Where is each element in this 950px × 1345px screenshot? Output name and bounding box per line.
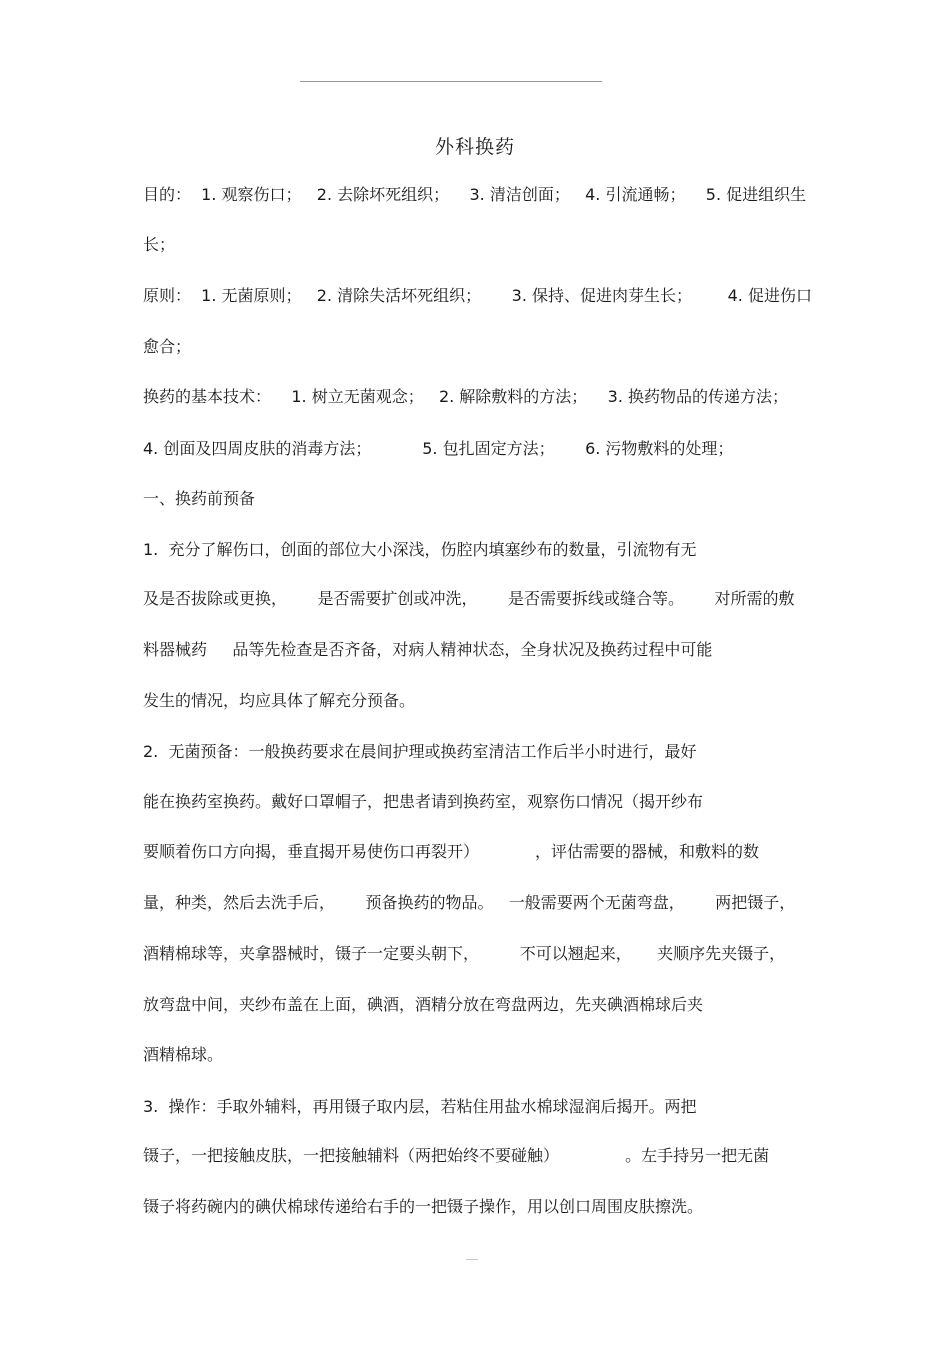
- paragraph-line: 愈合；: [143, 337, 192, 356]
- section-heading: 一、换药前预备: [143, 489, 256, 508]
- paragraph-line: 1. 充分了解伤口，创面的部位大小深浅，伤腔内填塞纱布的数量，引流物有无: [143, 540, 697, 559]
- footer-mark: [466, 1259, 478, 1260]
- paragraph-line: 能在换药室换药。戴好口罩帽子，把患者请到换药室，观察伤口情况（揭开纱布: [143, 792, 704, 811]
- paragraph-line: 酒精棉球等，夹拿器械时，镊子一定要头朝下， 不可以翘起来， 夹顺序先夹镊子，: [143, 944, 786, 963]
- paragraph-line: 量，种类，然后去洗手后， 预备换药的物品。 一般需要两个无菌弯盘， 两把镊子，: [143, 893, 796, 912]
- paragraph-line: 酒精棉球。: [143, 1045, 224, 1064]
- paragraph-line: 要顺着伤口方向揭，垂直揭开易使伤口再裂开） ，评估需要的器械，和敷料的数: [143, 842, 759, 861]
- paragraph-line: 2. 无菌预备：一般换药要求在晨间护理或换药室清洁工作后半小时进行，最好: [143, 742, 697, 761]
- paragraph-line: 3. 操作：手取外辅料，再用镊子取内层，若粘住用盐水棉球湿润后揭开。两把: [143, 1097, 697, 1116]
- paragraph-line: 镊子将药碗内的碘伏棉球传递给右手的一把镊子操作，用以创口周围皮肤擦洗。: [143, 1197, 704, 1216]
- paragraph-line: 原则： 1. 无菌原则； 2. 清除失活坏死组织； 3. 保持、促进肉芽生长； 4. 促进伤口: [143, 286, 812, 305]
- header-rule: [300, 81, 602, 82]
- paragraph-line: 料器械药 品等先检查是否齐备，对病人精神状态，全身状况及换药过程中可能: [143, 640, 713, 659]
- paragraph-line: 换药的基本技术： 1. 树立无菌观念； 2. 解除敷料的方法； 3. 换药物品的传递方法；: [143, 387, 789, 406]
- paragraph-line: 目的： 1. 观察伤口； 2. 去除坏死组织； 3. 清洁创面； 4. 引流通畅； 5. 促进组织生: [143, 185, 807, 204]
- paragraph-line: 镊子，一把接触皮肤，一把接触辅料（两把始终不要碰触） 。左手持另一把无菌: [143, 1146, 770, 1165]
- paragraph-line: 发生的情况，均应具体了解充分预备。: [143, 691, 416, 710]
- paragraph-line: 4. 创面及四周皮肤的消毒方法； 5. 包扎固定方法； 6. 污物敷料的处理；: [143, 439, 734, 458]
- paragraph-line: 放弯盘中间，夹纱布盖在上面，碘酒，酒精分放在弯盘两边，先夹碘酒棉球后夹: [143, 995, 704, 1014]
- page-title: 外科换药: [434, 136, 515, 158]
- paragraph-line: 及是否拔除或更换， 是否需要扩创或冲洗， 是否需要拆线或缝合等。 对所需的敷: [143, 589, 795, 608]
- paragraph-line: 长；: [143, 235, 176, 254]
